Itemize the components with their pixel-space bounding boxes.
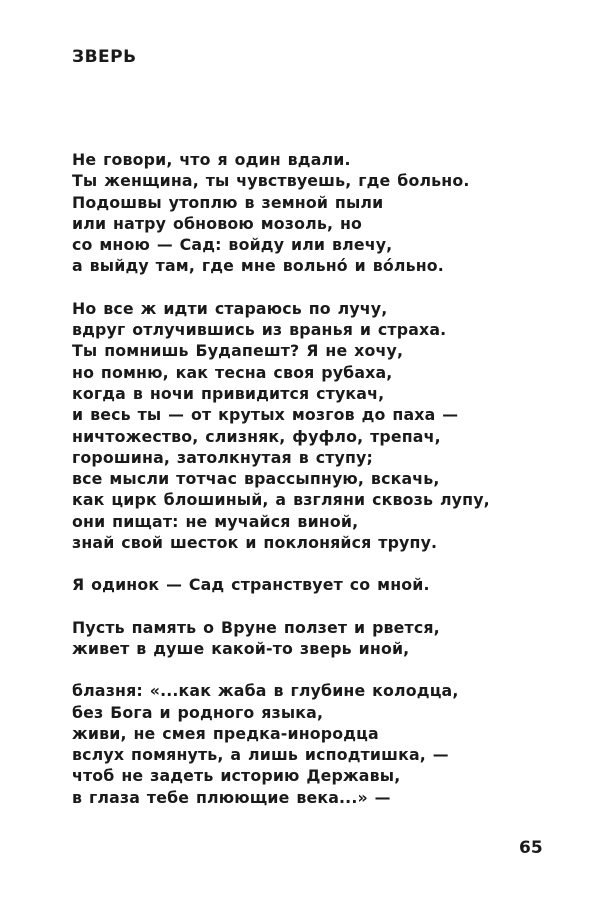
- poem-line: или натру обновою мозоль, но: [72, 213, 363, 233]
- poem-line: как цирк блошиный, а взгляни сквозь лупу,: [72, 490, 490, 510]
- page-number: 65: [519, 838, 543, 858]
- poem-line: а выйду там, где мне вольно́ и во́льно.: [72, 256, 444, 276]
- poem-line: все мысли тотчас врассыпную, вскачь,: [72, 469, 440, 489]
- poem-line: живи, не смея предка-инородца: [72, 723, 379, 743]
- stanza: [72, 617, 592, 660]
- poem-line: когда в ночи привидится стукач,: [72, 383, 385, 403]
- poem-line: Ты помнишь Будапешт? Я не хочу,: [72, 341, 404, 361]
- poem-line: вслух помянуть, а лишь исподтишка, —: [72, 745, 449, 765]
- poem-line: знай свой шесток и поклоняйся трупу.: [72, 533, 438, 553]
- poem-line: без Бога и родного языка,: [72, 702, 324, 722]
- poem-line: горошина, затолкнутая в ступу;: [72, 447, 373, 467]
- stanza: [72, 298, 592, 554]
- poem-line: Не говори, что я один вдали.: [72, 150, 351, 169]
- stanza: [72, 149, 592, 277]
- poem-line: но помню, как тесна своя рубаха,: [72, 362, 393, 382]
- poem-line: со мною — Сад: войду или влечу,: [72, 235, 393, 255]
- poem-title: ЗВЕРЬ: [72, 47, 137, 67]
- poem-line: Ты женщина, ты чувствуешь, где больно.: [72, 171, 470, 191]
- poem-line: в глаза тебе плюющие века...» —: [72, 787, 391, 807]
- stanza: [72, 680, 592, 808]
- poem-line: ничтожество, слизняк, фуфло, трепач,: [72, 426, 441, 446]
- stanza: [72, 574, 592, 595]
- poem-body: [72, 149, 592, 829]
- poem-line: они пищат: не мучайся виной,: [72, 511, 359, 531]
- poem-line: и весь ты — от крутых мозгов до паха —: [72, 405, 459, 425]
- poem-line: живет в душе какой-то зверь иной,: [72, 638, 410, 658]
- poem-line: Подошвы утоплю в земной пыли: [72, 192, 384, 212]
- poem-line: Но все ж идти стараюсь по лучу,: [72, 298, 388, 318]
- poem-line: вдруг отлучившись из вранья и страха.: [72, 320, 447, 340]
- poem-line: чтоб не задеть историю Державы,: [72, 766, 401, 786]
- poem-line: Пусть память о Вруне ползет и рвется,: [72, 617, 440, 637]
- poem-line: Я одинок — Сад странствует со мной.: [72, 575, 430, 595]
- poem-line: блазня: «...как жаба в глубине колодца,: [72, 681, 459, 701]
